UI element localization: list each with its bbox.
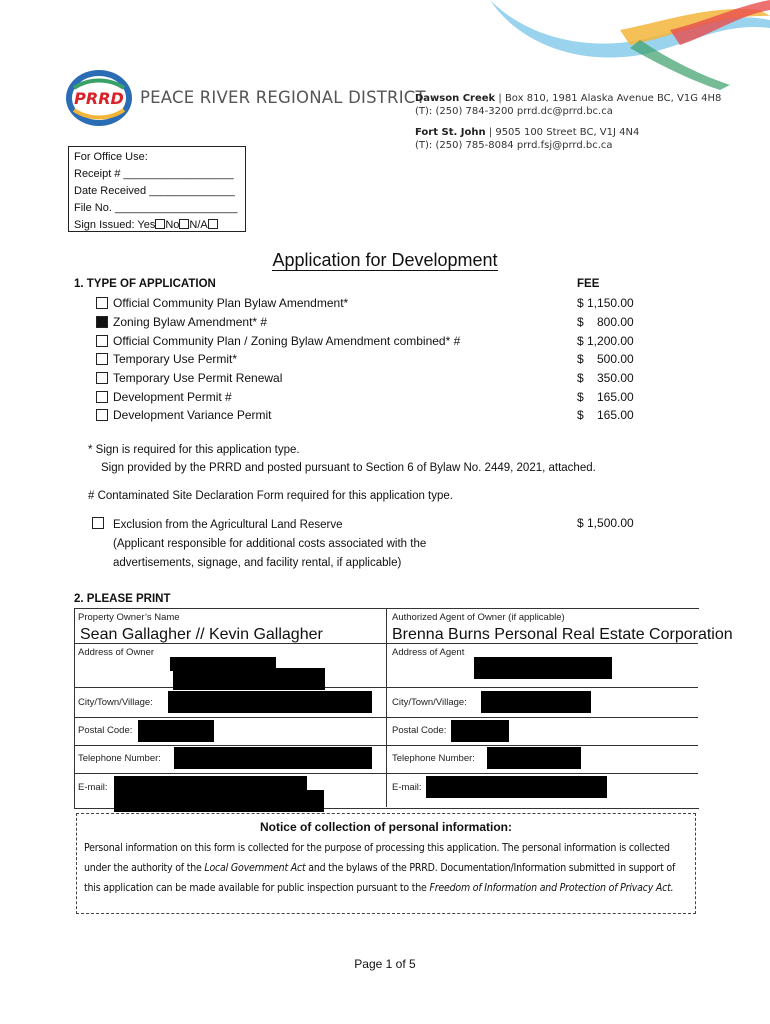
- grid-line: [74, 745, 698, 746]
- application-type-row: [96, 408, 272, 422]
- page-number: Page 1 of 5: [354, 957, 416, 971]
- redaction: [481, 691, 591, 713]
- alr-line3: advertisements, signage, and facility rental, if applicable): [113, 557, 402, 569]
- decorative-ribbon: [470, 0, 770, 90]
- fsj-name: Fort St. John: [415, 127, 486, 138]
- sign-issued-row: [74, 217, 245, 234]
- logo-text: PRRD: [74, 89, 124, 108]
- redaction: [173, 668, 325, 690]
- sign-na-checkbox[interactable]: [208, 219, 218, 229]
- application-type-row: [96, 315, 267, 329]
- application-type-row: [96, 334, 460, 348]
- redaction: [138, 720, 214, 742]
- redaction: [474, 657, 612, 679]
- sign-no-label: No: [165, 219, 180, 231]
- application-type-row: [96, 390, 232, 404]
- application-fee: $ 1,200.00: [577, 334, 634, 348]
- fee-heading: FEE: [577, 278, 600, 290]
- grid-line: [74, 773, 698, 774]
- section2-heading: 2. PLEASE PRINT: [74, 593, 171, 605]
- dawson-phone: (T): (250) 784-3200: [415, 106, 514, 117]
- application-type-checkbox[interactable]: [96, 353, 108, 365]
- date-received-field[interactable]: Date Received ______________: [74, 185, 235, 197]
- application-type-label: Official Community Plan Bylaw Amendment*: [113, 296, 349, 310]
- agent-phone-label: Telephone Number:: [392, 753, 475, 764]
- section1-heading: 1. TYPE OF APPLICATION: [74, 278, 216, 290]
- application-fee: $ 350.00: [577, 371, 634, 385]
- redaction: [168, 691, 372, 713]
- application-type-label: Zoning Bylaw Amendment* #: [113, 315, 268, 329]
- application-type-label: Development Variance Permit: [113, 408, 272, 422]
- privacy-notice-body: [84, 838, 684, 898]
- redaction: [174, 747, 372, 769]
- office-use-box: [68, 146, 246, 232]
- dawson-creek-address: [415, 92, 721, 118]
- application-type-checkbox[interactable]: [96, 372, 108, 384]
- application-fee: $ 165.00: [577, 408, 634, 422]
- redaction: [487, 747, 581, 769]
- sign-issued-label: Sign Issued: Yes: [74, 219, 156, 231]
- agent-city-label: City/Town/Village:: [392, 697, 467, 708]
- privacy-notice-title: Notice of collection of personal information:: [259, 820, 512, 834]
- page-title: Application for Development: [272, 250, 498, 270]
- notice-line: under the authority of the Local Government Act and the bylaws of the PRRD. Documentation/Information submitted in support of: [84, 862, 676, 874]
- owner-address-label: Address of Owner: [78, 647, 155, 658]
- application-type-checkbox[interactable]: [96, 409, 108, 421]
- fort-st-john-address: [415, 126, 639, 152]
- application-type-row: [96, 296, 348, 310]
- sign-note-detail: Sign provided by the PRRD and posted pursuant to Section 6 of Bylaw No. 2449, 2021, attached.: [101, 462, 596, 474]
- agent-address-label: Address of Agent: [392, 647, 465, 658]
- application-type-checkbox[interactable]: [96, 316, 108, 328]
- org-name: PEACE RIVER REGIONAL DISTRICT: [140, 88, 426, 107]
- application-type-row: [96, 371, 282, 385]
- fsj-addr: | 9505 100 Street BC, V1J 4N4: [488, 127, 640, 138]
- application-type-checkbox[interactable]: [96, 335, 108, 347]
- agent-name-field[interactable]: Brenna Burns Personal Real Estate Corporation: [392, 626, 733, 643]
- receipt-field[interactable]: Receipt # __________________: [74, 168, 234, 180]
- application-type-checkbox[interactable]: [96, 391, 108, 403]
- alr-exclusion-row: [92, 516, 109, 530]
- dawson-email: prrd.dc@prrd.bc.ca: [516, 106, 613, 117]
- sign-note: * Sign is required for this application type.: [88, 444, 300, 456]
- alr-exclusion-text: [113, 516, 426, 573]
- application-fee: $ 165.00: [577, 390, 634, 404]
- agent-name-label: Authorized Agent of Owner (if applicable): [392, 612, 565, 623]
- owner-phone-label: Telephone Number:: [78, 753, 161, 764]
- grid-divider: [386, 608, 387, 807]
- application-type-row: [96, 352, 237, 366]
- application-type-label: Official Community Plan / Zoning Bylaw Amendment combined* #: [113, 334, 461, 348]
- agent-email-label: E-mail:: [392, 782, 422, 793]
- alr-exclusion-fee: $ 1,500.00: [577, 516, 634, 530]
- grid-line: [74, 687, 698, 688]
- owner-city-label: City/Town/Village:: [78, 697, 153, 708]
- owner-name-field[interactable]: Sean Gallagher // Kevin Gallagher: [80, 626, 323, 643]
- sign-yes-checkbox[interactable]: [155, 219, 165, 229]
- office-use-heading: For Office Use:: [74, 151, 148, 163]
- grid-line: [74, 717, 698, 718]
- alr-line1: Exclusion from the Agricultural Land Reserve: [113, 519, 343, 531]
- contaminated-site-note: # Contaminated Site Declaration Form required for this application type.: [88, 490, 453, 502]
- application-fee: $ 500.00: [577, 352, 634, 366]
- prrd-logo: [64, 68, 134, 128]
- notice-line: this application can be made available for public inspection pursuant to the Freedom of Information and Protection of Privacy Act.: [84, 882, 674, 894]
- fsj-phone: (T): (250) 785-8084: [415, 140, 514, 151]
- application-fee: $ 800.00: [577, 315, 634, 329]
- owner-postal-label: Postal Code:: [78, 725, 133, 736]
- sign-no-checkbox[interactable]: [179, 219, 189, 229]
- alr-line2: (Applicant responsible for additional costs associated with the: [113, 538, 427, 550]
- file-no-field[interactable]: File No. ____________________: [74, 202, 238, 214]
- owner-email-label: E-mail:: [78, 782, 108, 793]
- application-fee: $ 1,150.00: [577, 296, 634, 310]
- redaction: [426, 776, 607, 798]
- sign-na-label: N/A: [189, 219, 208, 231]
- dawson-name: Dawson Creek: [415, 93, 496, 104]
- redaction: [451, 720, 509, 742]
- application-type-checkbox[interactable]: [96, 297, 108, 309]
- dawson-addr: | Box 810, 1981 Alaska Avenue BC, V1G 4H8: [498, 93, 722, 104]
- alr-exclusion-checkbox[interactable]: [92, 517, 104, 529]
- owner-name-label: Property Owner’s Name: [78, 612, 180, 623]
- notice-line: Personal information on this form is collected for the purpose of processing this application. The personal information is collected: [84, 842, 670, 854]
- application-type-label: Development Permit #: [113, 390, 232, 404]
- application-type-label: Temporary Use Permit Renewal: [113, 371, 283, 385]
- agent-postal-label: Postal Code:: [392, 725, 447, 736]
- application-type-label: Temporary Use Permit*: [113, 352, 238, 366]
- redaction: [114, 790, 324, 812]
- fsj-email: prrd.fsj@prrd.bc.ca: [516, 140, 613, 151]
